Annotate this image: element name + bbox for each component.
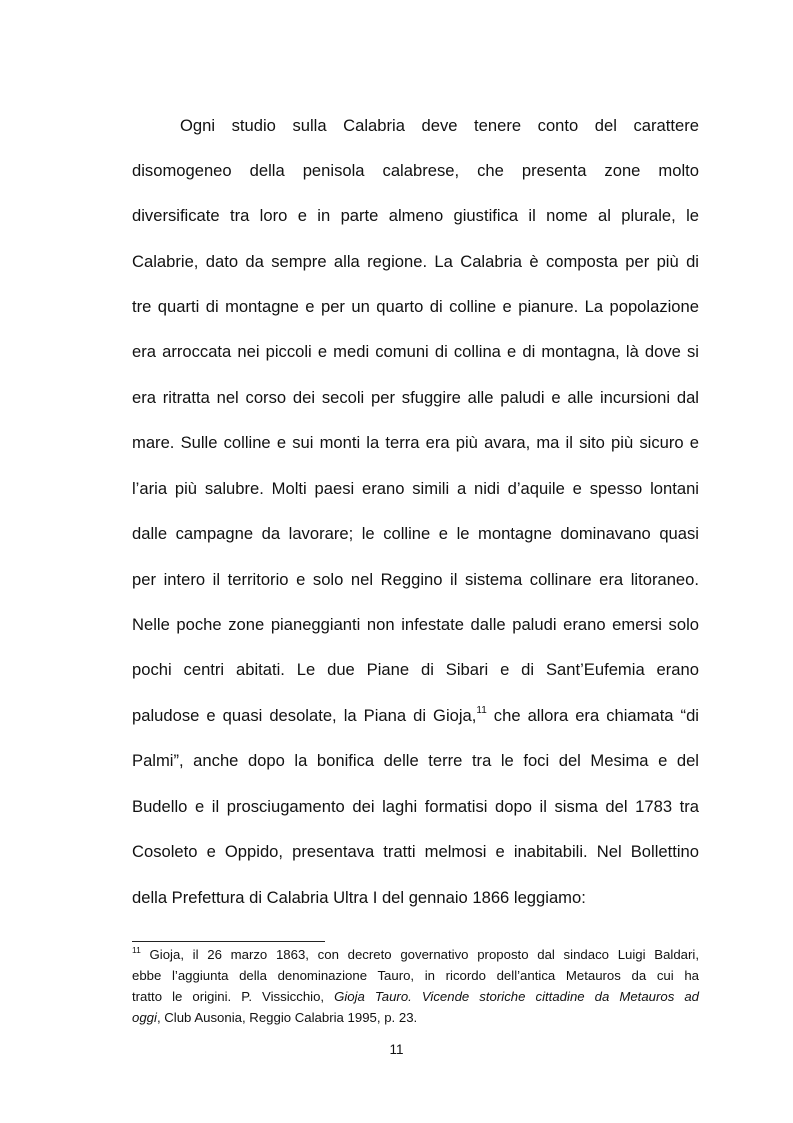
body-text-line: paludose e quasi desolate, la Piana di Gioja,$^{11}$ che allora era chiamata “di xyxy=(132,705,699,725)
body-text-line: Budello e il prosciugamento dei laghi formatisi dopo il sisma del 1783 tra xyxy=(132,797,699,816)
body-text-line: l’aria più salubre. Molti paesi erano simili a nidi d’aquile e spesso lontani xyxy=(132,479,699,498)
page-number: 11 xyxy=(389,1042,404,1057)
body-text-line: era arroccata nei piccoli e medi comuni di collina e di montagna, là dove si xyxy=(132,342,699,361)
footnote-line: oggi, Club Ausonia, Reggio Calabria 1995, p. 23. xyxy=(132,1010,418,1025)
footnote-line: $^{11}$ Gioja, il 26 marzo 1863, con decreto governativo proposto dal sindaco Luigi Baldari, xyxy=(132,945,699,962)
body-text-line: Ogni studio sulla Calabria deve tenere conto del carattere xyxy=(180,116,699,135)
body-text-line: diversificate tra loro e in parte almeno giustifica il nome al plurale, le xyxy=(132,206,699,225)
body-text-line: tre quarti di montagne e per un quarto di colline e pianure. La popolazione xyxy=(132,297,699,316)
body-text-line: disomogeneo della penisola calabrese, che presenta zone molto xyxy=(132,161,699,180)
book-title: Gioja Tauro. Vicende storiche cittadine da Metauros ad xyxy=(334,989,699,1004)
body-text-line: dalle campagne da lavorare; le colline e le montagne dominavano quasi xyxy=(132,524,699,543)
footnote-separator xyxy=(132,941,325,942)
body-text-line: pochi centri abitati. Le due Piane di Sibari e di Sant’Eufemia erano xyxy=(132,660,699,679)
body-text-line: Cosoleto e Oppido, presentava tratti melmosi e inabitabili. Nel Bollettino xyxy=(132,842,699,861)
body-text-line: era ritratta nel corso dei secoli per sfuggire alle paludi e alle incursioni dal xyxy=(132,388,699,407)
footnote-number: 11 xyxy=(132,945,141,955)
footnote-line: tratto le origini. P. Vissicchio, Gioja Tauro. Vicende storiche cittadine da Metauros ad xyxy=(132,989,699,1004)
body-text-line: per intero il territorio e solo nel Reggino il sistema collinare era litoraneo. xyxy=(132,570,699,589)
body-text-line: Calabrie, dato da sempre alla regione. La Calabria è composta per più di xyxy=(132,252,699,271)
body-text-line: Palmi”, anche dopo la bonifica delle terre tra le foci del Mesima e del xyxy=(132,751,699,770)
footnote-line: ebbe l’aggiunta della denominazione Tauro, in ricordo dell’antica Metauros da cui ha xyxy=(132,968,699,983)
body-text-line: mare. Sulle colline e sui monti la terra era più avara, ma il sito più sicuro e xyxy=(132,433,699,452)
body-text-line: Nelle poche zone pianeggianti non infestate dalle paludi erano emersi solo xyxy=(132,615,699,634)
footnote-reference: 11 xyxy=(476,705,487,716)
body-text-line: della Prefettura di Calabria Ultra I del gennaio 1866 leggiamo: xyxy=(132,888,586,907)
book-title: oggi xyxy=(132,1010,157,1025)
